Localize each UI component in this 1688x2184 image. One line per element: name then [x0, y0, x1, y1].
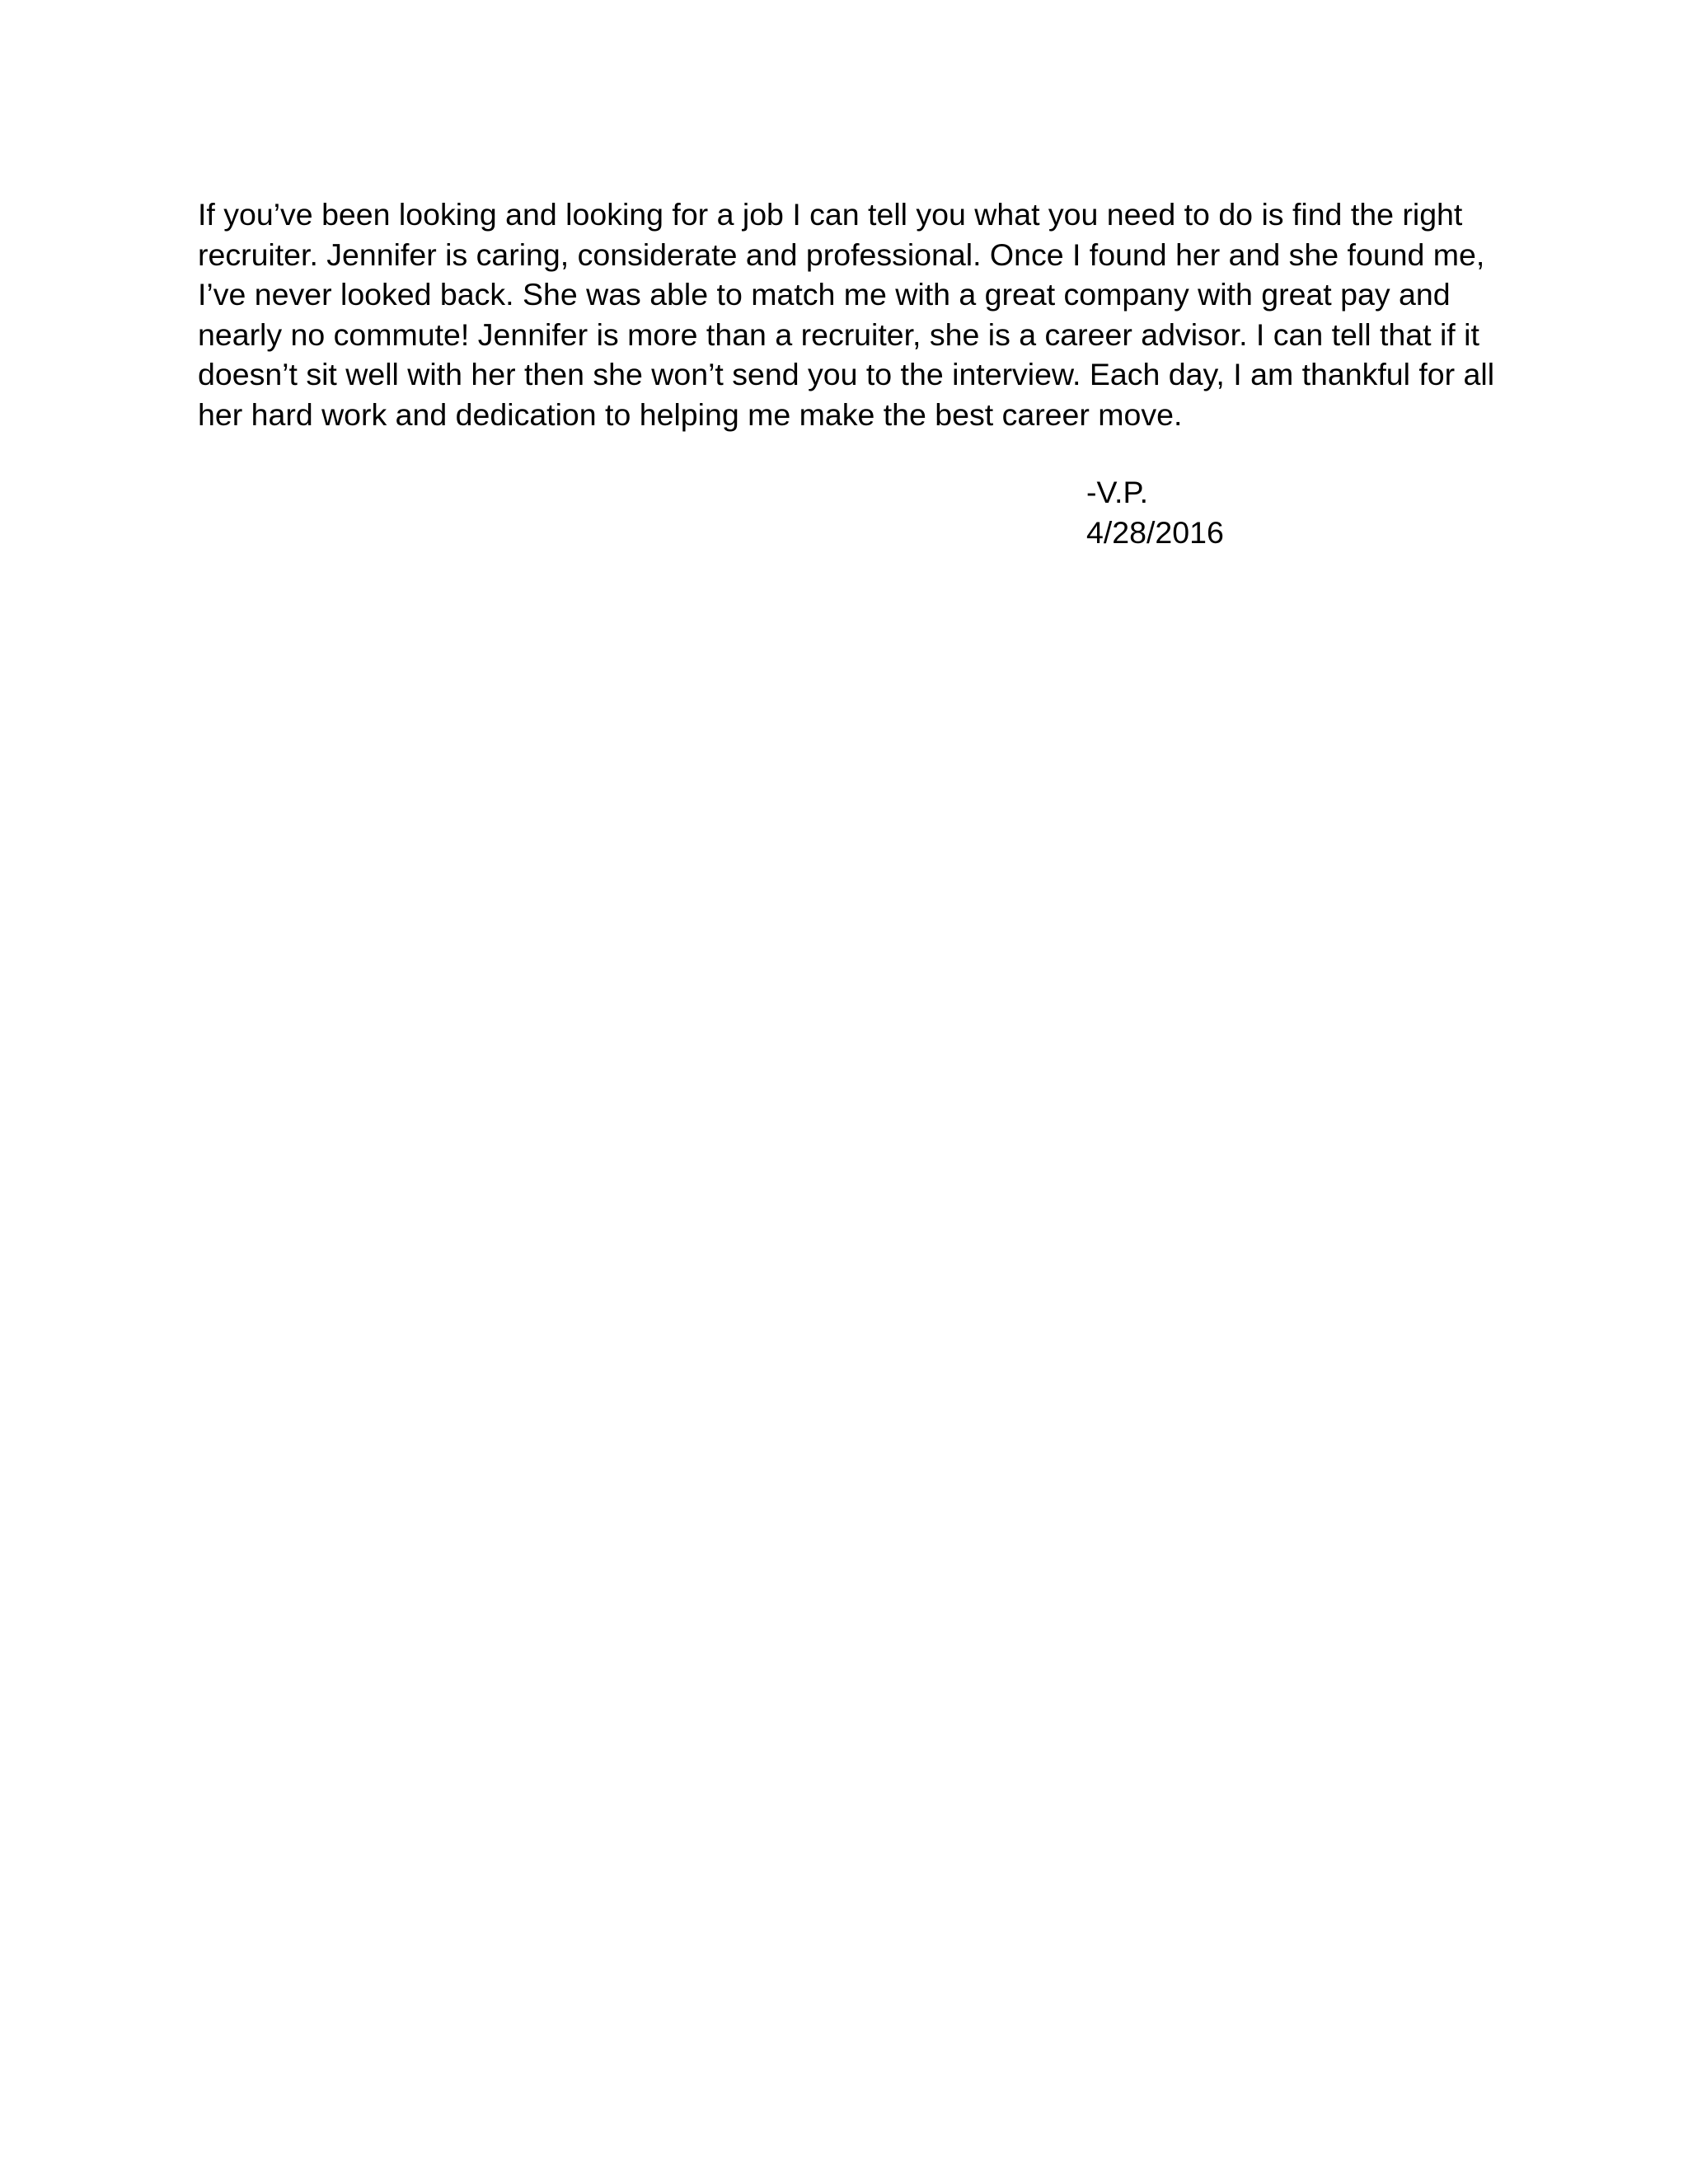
paragraph-line: doesn’t sit well with her then she won’t send you to the interview. Each day, I am thankful for all	[198, 357, 1495, 392]
paragraph-line: I’ve never looked back. She was able to match me with a great company with great pay and	[198, 277, 1451, 312]
paragraph-line: recruiter. Jennifer is caring, considerate and professional. Once I found her and she found me,	[198, 237, 1485, 272]
testimonial-paragraph	[198, 194, 1500, 435]
paragraph-line: If you’ve been looking and looking for a job I can tell you what you need to do is find the right	[198, 197, 1463, 232]
signature-date: 4/28/2016	[1086, 514, 1224, 550]
paragraph-line: her hard work and dedication to helping me make the best career move.	[198, 396, 1183, 432]
signature-block	[1086, 472, 1224, 552]
paragraph-line: nearly no commute! Jennifer is more than a recruiter, she is a career advisor. I can tell that if it	[198, 316, 1479, 352]
signature-name: -V.P.	[1086, 475, 1149, 509]
